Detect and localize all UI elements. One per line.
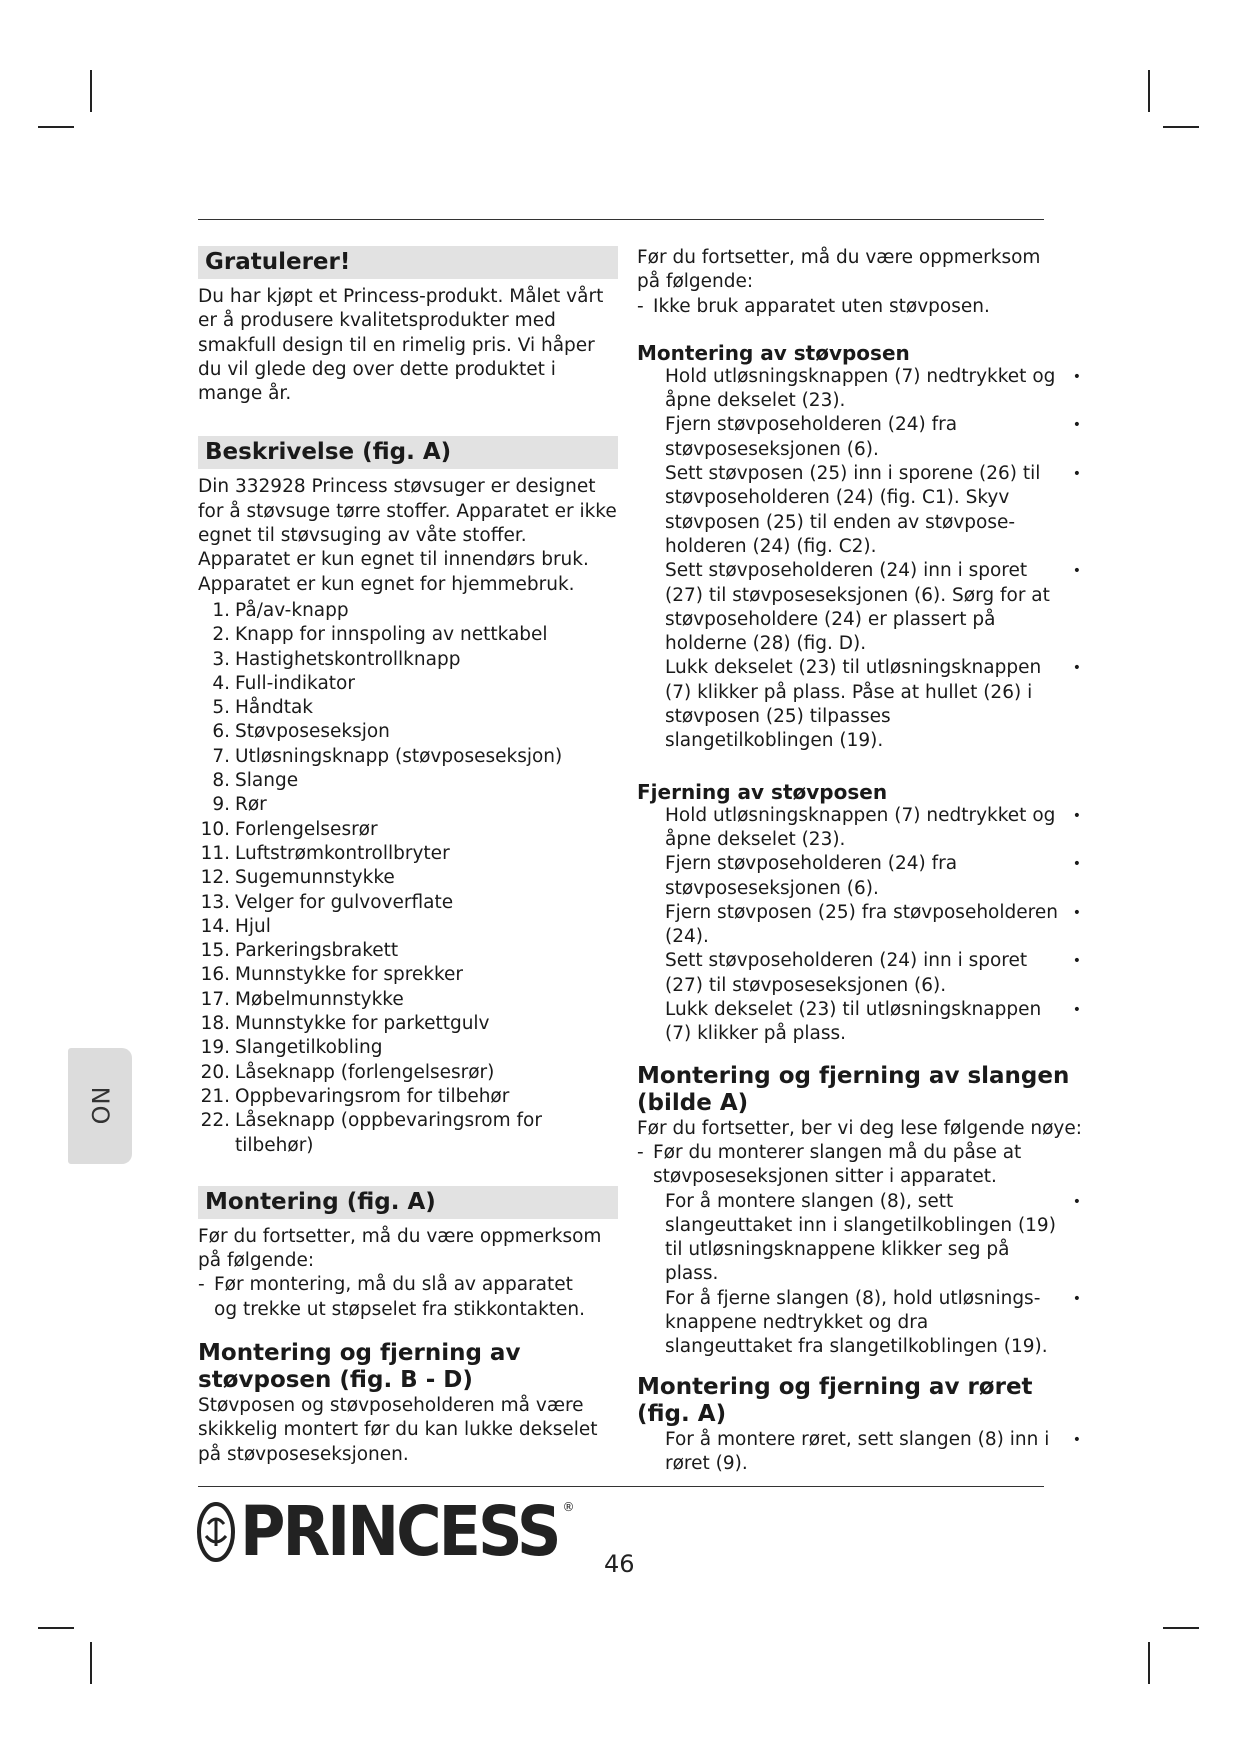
step-bullet: • [1072, 368, 1081, 385]
crop-mark-bl-vertical [90, 1642, 92, 1684]
parts-list-label: Hjul [235, 915, 271, 937]
parts-list-item [198, 915, 618, 939]
parts-list-number: 10. [200, 818, 230, 840]
parts-list-label: Møbelmunnstykke [235, 988, 404, 1010]
step-text: Lukk dekselet (23) til utløsningsknappen (7) klikker på plass. [665, 999, 1042, 1045]
parts-list-number: 9. [212, 794, 230, 816]
gratulerer-text: Du har kjøpt et Princess-produkt. Målet vårt er å produsere kvalitetsprodukter med smakfull design til en rimelig pris. Vi håper du vil glede deg over dette produktet i mange år. [198, 286, 604, 405]
parts-list-label: Forlengelsesrør [235, 818, 378, 840]
parts-list-number: 6. [212, 721, 230, 743]
princess-crest-icon [196, 1500, 236, 1564]
step-item [637, 1428, 1087, 1477]
step-text: For å montere røret, sett slangen (8) inn i røret (9). [665, 1428, 1050, 1474]
step-bullet: • [1072, 1431, 1081, 1448]
parts-list-label: Låseknapp (forlengelsesrør) [235, 1061, 495, 1083]
parts-list-label: Hastighetskontrollknapp [235, 648, 461, 670]
heading-montering-av-stovposen: Montering av støvposen [637, 340, 910, 365]
parts-list-item [198, 1109, 618, 1158]
princess-logo [196, 1491, 575, 1572]
heading-slangen: Montering og fjerning av slangen (bilde A) [637, 1062, 1070, 1116]
parts-list-label: Parkeringsbrakett [235, 940, 399, 962]
slangen-intro: Før du fortsetter, ber vi deg lese følgende nøye: [637, 1117, 1082, 1139]
parts-list-number: 7. [212, 745, 230, 767]
step-bullet: • [1072, 466, 1081, 483]
parts-list-label: Full-indikator [235, 672, 355, 694]
parts-list-number: 19. [200, 1037, 230, 1059]
step-text: Hold utløsningsknappen (7) nedtrykket og åpne dekselet (23). [665, 365, 1056, 412]
right-intro-dash-text: Ikke bruk apparatet uten støvposen. [653, 295, 990, 317]
crop-mark-tl-vertical [90, 70, 92, 112]
parts-list-label: Slangetilkobling [235, 1037, 383, 1059]
parts-list-label: Munnstykke for sprekker [235, 964, 464, 986]
slangen-dash-item: - Før du monterer slangen må du påse at støvposeseksjonen sitter i apparatet. [637, 1141, 1087, 1190]
right-column [637, 246, 1087, 1476]
step-item [637, 413, 1087, 462]
slangen-steps [637, 1190, 1087, 1360]
step-text: Fjern støvposeholderen (24) fra støvposeseksjonen (6). [665, 853, 958, 899]
step-bullet: • [1072, 660, 1081, 677]
step-text: Hold utløsningsknappen (7) nedtrykket og åpne dekselet (23). [665, 804, 1056, 850]
parts-list [198, 599, 618, 1158]
step-bullet: • [1072, 856, 1081, 873]
parts-list-label: Luftstrømkontrollbryter [235, 842, 450, 864]
parts-list-label: Rør [235, 794, 267, 816]
parts-list-item [198, 1085, 618, 1109]
montering-intro: Før du fortsetter, må du være oppmerksom på følgende: [198, 1225, 602, 1272]
parts-list-label: Velger for gulvoverflate [235, 891, 454, 913]
bottom-rule [198, 1486, 1044, 1487]
step-text: Lukk dekselet (23) til utløsningsknappen (7) klikker på plass. Påse at hullet (26) i støvposen (25) tilpasses slangetilkoblingen (19). [665, 657, 1042, 752]
parts-list-item [198, 842, 618, 866]
parts-list-label: På/av-knapp [235, 599, 349, 621]
crop-mark-tr-horizontal [1163, 126, 1199, 128]
parts-list-item [198, 745, 618, 769]
slangen-dash-text: Før du monterer slangen må du påse at støvposeseksjonen sitter i apparatet. [653, 1141, 1022, 1188]
step-item [637, 998, 1087, 1047]
registered-mark: ® [562, 1500, 575, 1514]
step-item [637, 462, 1087, 559]
parts-list-number: 14. [200, 915, 230, 937]
parts-list-label: Sugemunnstykke [235, 867, 395, 889]
parts-list-number: 8. [212, 770, 230, 792]
parts-list-number: 1. [212, 599, 230, 621]
parts-list-item [198, 866, 618, 890]
parts-list-label: Støvposeseksjon [235, 721, 390, 743]
step-bullet: • [1072, 953, 1081, 970]
step-bullet: • [1072, 1193, 1081, 1210]
parts-list-item [198, 939, 618, 963]
step-item [637, 656, 1087, 753]
step-item [637, 365, 1087, 414]
parts-list-number: 5. [212, 697, 230, 719]
parts-list-label: Oppbevaringsrom for tilbehør [235, 1085, 510, 1107]
step-bullet: • [1072, 563, 1081, 580]
parts-list-item [198, 1012, 618, 1036]
heading-roret: Montering og fjerning av røret (fig. A) [637, 1373, 1033, 1427]
parts-list-number: 2. [212, 624, 230, 646]
step-text: Sett støvposeholderen (24) inn i sporet (27) til støvposeseksjonen (6). Sørg for at støvposeholdere (24) er plassert på holderne (28) (fig. D). [665, 560, 1050, 655]
parts-list-label: Knapp for innspoling av nettkabel [235, 624, 548, 646]
crop-mark-br-vertical [1148, 1642, 1150, 1684]
parts-list-item [198, 696, 618, 720]
parts-list-number: 13. [200, 891, 230, 913]
parts-list-item [198, 963, 618, 987]
step-bullet: • [1072, 904, 1081, 921]
parts-list-label: Slange [235, 770, 299, 792]
parts-list-item [198, 672, 618, 696]
crop-mark-br-horizontal [1163, 1627, 1199, 1629]
section-heading-montering: Montering (fig. A) [198, 1186, 618, 1219]
roret-steps [637, 1428, 1087, 1477]
parts-list-label: Låseknapp (oppbevaringsrom for tilbehør) [235, 1110, 542, 1156]
brand-wordmark: PRINCESS [240, 1491, 559, 1572]
parts-list-item [198, 793, 618, 817]
crop-mark-tl-horizontal [38, 126, 74, 128]
step-text: Fjern støvposen (25) fra støvposeholderen (24). [665, 901, 1058, 948]
montering-dash-item: - Før montering, må du slå av apparatet og trekke ut støpselet fra stikkontakten. [198, 1273, 618, 1322]
parts-list-item [198, 818, 618, 842]
parts-list-number: 11. [200, 842, 230, 864]
parts-list-item [198, 769, 618, 793]
step-item [637, 852, 1087, 901]
top-rule [198, 219, 1044, 220]
step-bullet: • [1072, 1290, 1081, 1307]
parts-list-label: Utløsningsknapp (støvposeseksjon) [235, 745, 563, 767]
montering-stovposen-text: Støvposen og støvposeholderen må være skikkelig montert før du kan lukke dekselet på støvposeseksjonen. [198, 1394, 598, 1465]
crop-mark-tr-vertical [1148, 70, 1150, 112]
parts-list-item [198, 648, 618, 672]
parts-list-item [198, 1061, 618, 1085]
step-text: Sett støvposeholderen (24) inn i sporet (27) til støvposeseksjonen (6). [665, 950, 1028, 996]
parts-list-item [198, 720, 618, 744]
right-intro: Før du fortsetter, må du være oppmerksom på følgende: [637, 247, 1041, 293]
parts-list-item [198, 623, 618, 647]
language-tab [68, 1048, 132, 1164]
step-item [637, 901, 1087, 950]
parts-list-item [198, 891, 618, 915]
parts-list-number: 15. [200, 940, 230, 962]
page-number: 46 [604, 1550, 635, 1578]
parts-list-number: 21. [200, 1085, 230, 1107]
parts-list-number: 17. [200, 988, 230, 1010]
parts-list-number: 4. [212, 672, 230, 694]
language-tab-label: NO [86, 1086, 114, 1126]
step-text: For å montere slangen (8), sett slangeuttaket inn i slangetilkoblingen (19) til utløsningsknappene klikker seg på plass. [665, 1190, 1056, 1285]
heading-fjerning-av-stovposen: Fjerning av støvposen [637, 779, 888, 804]
step-text: Sett støvposen (25) inn i sporene (26) til støvposeholderen (24) (fig. C1). Skyv støvposen (25) til enden av støvpose-holderen (24) (fig. C2). [665, 463, 1041, 557]
parts-list-item [198, 988, 618, 1012]
parts-list-number: 18. [200, 1013, 230, 1035]
montering-steps [637, 365, 1087, 754]
parts-list-label: Munnstykke for parkettgulv [235, 1013, 490, 1035]
parts-list-number: 12. [200, 867, 230, 889]
step-text: For å fjerne slangen (8), hold utløsnings-knappene nedtrykket og dra slangeuttaket fra slangetilkoblingen (19). [665, 1287, 1048, 1358]
step-bullet: • [1072, 807, 1081, 824]
left-column [198, 246, 618, 1467]
step-item [637, 559, 1087, 656]
parts-list-number: 22. [200, 1110, 230, 1132]
fjerning-steps [637, 804, 1087, 1047]
step-item [637, 949, 1087, 998]
step-bullet: • [1072, 1002, 1081, 1019]
step-text: Fjern støvposeholderen (24) fra støvposeseksjonen (6). [665, 414, 958, 460]
parts-list-item [198, 599, 618, 623]
heading-montering-stovposen: Montering og fjerning av støvposen (fig. B - D) [198, 1339, 521, 1393]
parts-list-item [198, 1036, 618, 1060]
section-heading-gratulerer: Gratulerer! [198, 246, 618, 279]
right-intro-dash: - Ikke bruk apparatet uten støvposen. [637, 295, 1087, 319]
crop-mark-bl-horizontal [38, 1627, 74, 1629]
beskrivelse-text: Din 332928 Princess støvsuger er designet for å støvsuge tørre stoffer. Apparatet er ikke egnet til støvsuging av våte stoffer. Apparatet er kun egnet til innendørs bruk. Apparatet er kun egnet for hjemmebruk. [198, 476, 617, 595]
step-item [637, 1287, 1087, 1360]
section-heading-beskrivelse: Beskrivelse (fig. A) [198, 436, 618, 469]
parts-list-number: 20. [200, 1061, 230, 1083]
parts-list-number: 16. [200, 964, 230, 986]
parts-list-number: 3. [212, 648, 230, 670]
step-bullet: • [1072, 417, 1081, 434]
step-item [637, 1190, 1087, 1287]
montering-dash-text: Før montering, må du slå av apparatet og trekke ut støpselet fra stikkontakten. [214, 1274, 586, 1320]
parts-list-label: Håndtak [235, 697, 314, 719]
step-item [637, 804, 1087, 853]
